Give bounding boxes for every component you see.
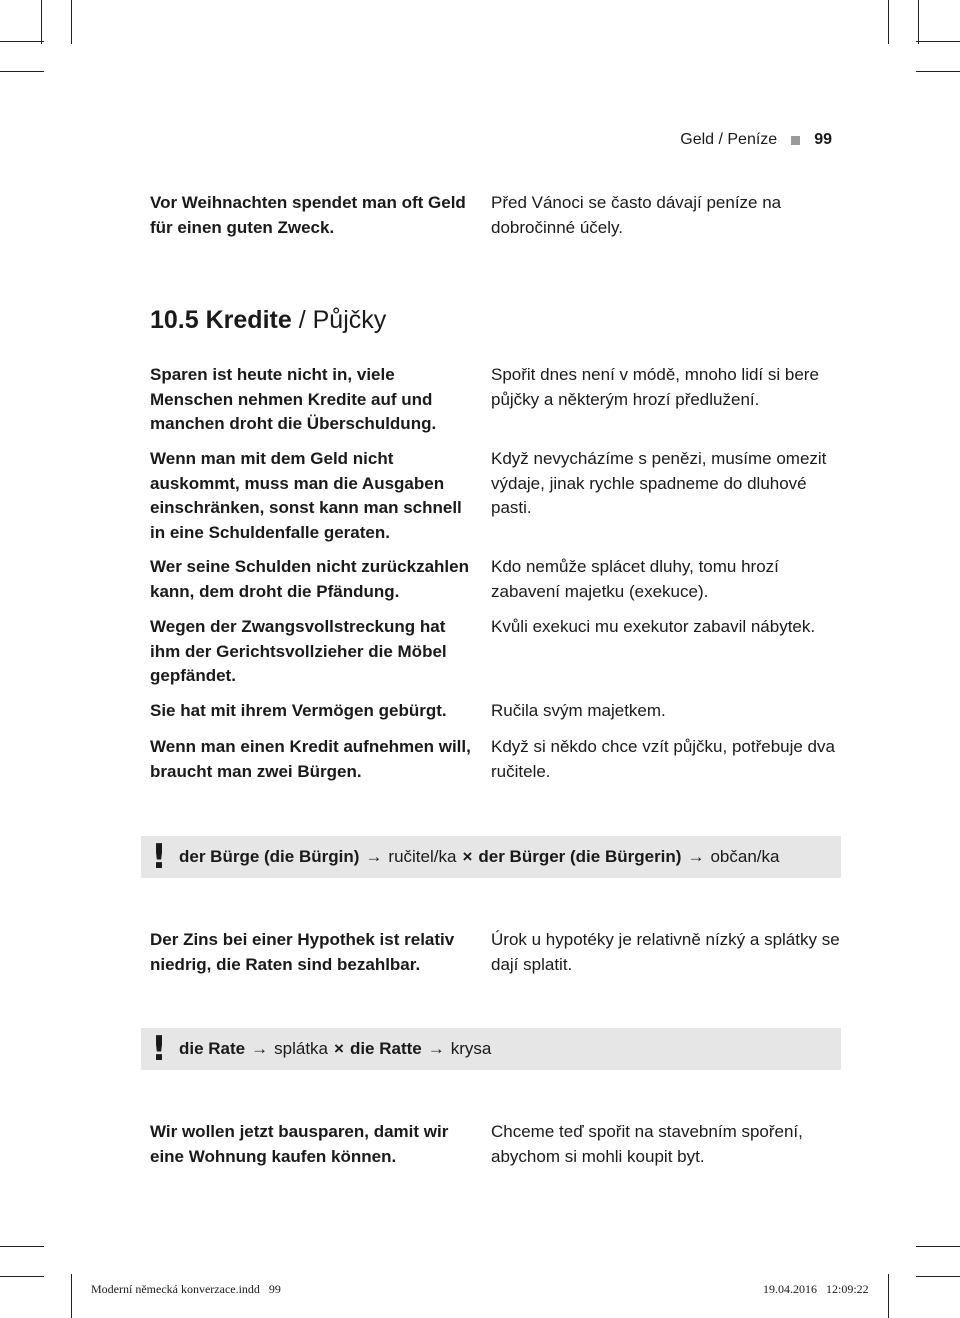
crop-mark — [71, 0, 72, 44]
czech-sentence: Kvůli exekuci mu exekutor zabavil nábytek. — [491, 617, 816, 636]
czech-sentence: Kdo nemůže splácet dluhy, tomu hrozí zabavení majetku (exekuce). — [491, 557, 779, 601]
running-head — [680, 131, 832, 149]
czech-sentence: Chceme teď spořit na stavebním spoření, abychom si mohli koupit byt. — [491, 1122, 803, 1166]
crop-mark — [0, 71, 44, 72]
german-sentence: Wer seine Schulden nicht zurückzahlen kann, dem droht die Pfändung. — [150, 557, 469, 601]
note-german-term: der Bürge (die Bürgin) — [179, 847, 360, 866]
vocabulary-note — [141, 1028, 841, 1070]
section-title-separator: / — [291, 306, 313, 334]
note-czech-term: občan/ka — [710, 847, 780, 866]
arrow-icon: → — [687, 847, 705, 866]
chapter-title: Geld / Peníze — [680, 131, 778, 148]
note-german-term: die Rate — [179, 1039, 246, 1058]
section-title-german: Kredite — [205, 306, 292, 334]
crop-mark — [41, 0, 42, 44]
note-czech-term: ručitel/ka — [388, 847, 457, 866]
czech-sentence: Úrok u hypotéky je relativně nízký a splátky se dají splatit. — [491, 930, 840, 974]
german-sentence: Sparen ist heute nicht in, viele Menschen nehmen Kredite auf und manchen droht die Überschuldung. — [150, 365, 437, 433]
german-sentence: Wenn man mit dem Geld nicht auskommt, muss man die Ausgaben einschränken, sonst kann man schnell in eine Schuldenfalle geraten. — [150, 449, 462, 542]
german-sentence: Wir wollen jetzt bausparen, damit wir eine Wohnung kaufen können. — [150, 1122, 449, 1166]
german-sentence: Sie hat mit ihrem Vermögen gebürgt. — [150, 701, 447, 720]
square-bullet-icon — [791, 136, 800, 145]
section-heading — [150, 306, 386, 335]
cross-icon: × — [334, 1039, 344, 1058]
crop-mark — [916, 41, 960, 42]
page-number: 99 — [814, 131, 832, 148]
crop-mark — [888, 0, 889, 44]
note-german-term: der Bürger (die Bürgerin) — [478, 847, 682, 866]
czech-sentence: Spořit dnes není v módě, mnoho lidí si bere půjčky a některým hrozí předlužení. — [491, 365, 819, 409]
section-number: 10.5 — [150, 306, 199, 334]
czech-sentence: Když si někdo chce vzít půjčku, potřebuje dva ručitele. — [491, 737, 835, 781]
note-czech-term: splátka — [274, 1039, 329, 1058]
crop-mark — [916, 1276, 960, 1277]
crop-mark — [71, 1274, 72, 1318]
exclamation-icon: ! — [151, 837, 167, 877]
german-sentence: Vor Weihnachten spendet man oft Geld für einen guten Zweck. — [150, 193, 466, 237]
arrow-icon: → — [251, 1039, 269, 1058]
slug-file-info: Moderní německá konverzace.indd 99 — [91, 1282, 281, 1296]
german-sentence: Wegen der Zwangsvollstreckung hat ihm der Gerichtsvollzieher die Möbel gepfändet. — [150, 617, 447, 685]
crop-mark — [0, 1276, 44, 1277]
crop-mark — [888, 1274, 889, 1318]
section-title-czech: Půjčky — [312, 306, 387, 334]
note-german-term: die Ratte — [349, 1039, 422, 1058]
crop-mark — [0, 1246, 44, 1247]
crop-mark — [916, 1246, 960, 1247]
arrow-icon: → — [427, 1039, 445, 1058]
german-sentence: Wenn man einen Kredit aufnehmen will, braucht man zwei Bürgen. — [150, 737, 471, 781]
note-czech-term: krysa — [450, 1039, 492, 1058]
crop-mark — [0, 41, 44, 42]
crop-mark — [918, 0, 919, 44]
german-sentence: Der Zins bei einer Hypothek ist relativ niedrig, die Raten sind bezahlbar. — [150, 930, 455, 974]
vocabulary-note — [141, 836, 841, 878]
czech-sentence: Před Vánoci se často dávají peníze na dobročinné účely. — [491, 193, 782, 237]
slug-date-info: 19.04.2016 12:09:22 — [763, 1282, 869, 1296]
czech-sentence: Když nevycházíme s penězi, musíme omezit výdaje, jinak rychle spadneme do dluhové pasti. — [491, 449, 827, 517]
arrow-icon: → — [365, 847, 383, 866]
cross-icon: × — [462, 847, 473, 866]
czech-sentence: Ručila svým majetkem. — [491, 701, 666, 720]
crop-mark — [916, 71, 960, 72]
exclamation-icon: ! — [151, 1029, 167, 1069]
